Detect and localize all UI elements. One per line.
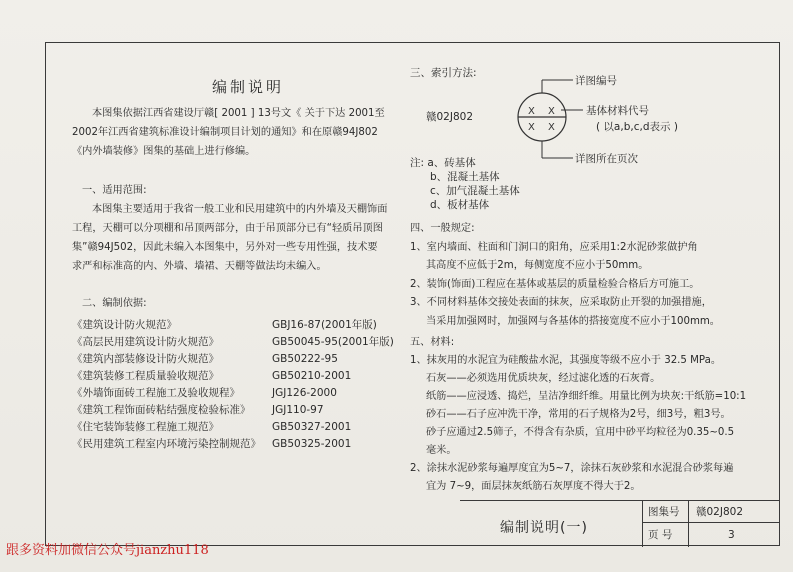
atlas-number-label: 图集号 — [648, 506, 680, 518]
rule-line: 1、室内墙面、柱面和门洞口的阳角，应采用1:2水泥砂浆做护角 — [410, 241, 698, 253]
material-line: 纸筋——应浸透、捣烂，呈洁净细纤维。用量比例为块灰:干纸筋=10:1 — [426, 391, 747, 402]
material-line: 砂石——石子应冲洗干净，常用的石子规格为2号，细3号，粗3号。 — [426, 409, 731, 420]
intro-line: 2002年江西省建筑标准设计编制项目计划的通知》和在原赣94J802 — [72, 127, 378, 138]
base-notes — [410, 156, 520, 212]
standard-name: 《建筑设计防火规范》 — [72, 319, 177, 331]
scope-line: 集”赣94J502，因此未编入本图集中，另外对一些专用性强，技术要 — [72, 242, 378, 253]
title-block-divider — [688, 501, 689, 547]
standard-name: 《建筑工程饰面砖粘结强度检验标准》 — [72, 404, 251, 416]
material-line: 1、抹灰用的水泥宜为硅酸盐水泥，其强度等级不应小于 32.5 MPa。 — [410, 355, 722, 366]
scope-line: 工程，天棚可以分项棚和吊顶两部分，由于吊顶部分已有“轻质吊顶图 — [72, 223, 383, 234]
note-item: d、板材基体 — [430, 199, 490, 211]
intro-paragraph — [72, 104, 390, 161]
index-mark-top-right: X — [548, 106, 555, 117]
scope-line: 本图集主要适用于我省一般工业和民用建筑中的内外墙及天棚饰面 — [92, 204, 388, 215]
standard-row — [72, 385, 387, 402]
standard-code: GB50325-2001 — [272, 438, 352, 450]
section-basis — [72, 294, 394, 453]
standard-code: JGJ126-2000 — [272, 387, 337, 399]
atlas-number-value: 赣02J802 — [696, 506, 743, 518]
rule-line: 当采用加强网时，加强网与各基体的搭接宽度不应小于100mm。 — [426, 315, 720, 327]
index-mark-bottom-right: X — [548, 122, 555, 133]
label-detail-page: 详图所在页次 — [575, 153, 638, 165]
section-heading: 三、索引方法: — [410, 67, 477, 79]
rule-line: 3、不同材料基体交接处表面的抹灰，应采取防止开裂的加强措施， — [410, 297, 712, 308]
title-block-name: 编制说明(一) — [500, 520, 588, 536]
standard-row — [72, 419, 387, 436]
index-mark-bottom-left: X — [528, 122, 535, 133]
standard-row — [72, 402, 387, 419]
standard-name: 《住宅装饰装修工程施工规范》 — [72, 421, 219, 433]
standard-code: GB50045-95(2001年版) — [272, 336, 394, 348]
standard-code: GB50210-2001 — [272, 370, 352, 382]
note-item: b、混凝土基体 — [430, 171, 500, 183]
section-materials — [410, 334, 772, 496]
standard-name: 《高层民用建筑设计防火规范》 — [72, 336, 219, 348]
standard-name: 《外墙饰面砖工程施工及验收规程》 — [72, 387, 240, 399]
standard-code: JGJ110-97 — [272, 404, 324, 416]
title-block-divider — [642, 501, 643, 547]
standard-code: GBJ16-87(2001年版) — [272, 319, 377, 331]
title-block-divider — [642, 522, 780, 523]
material-line: 2、涂抹水泥砂浆每遍厚度宜为5~7，涂抹石灰砂浆和水泥混合砂浆每遍 — [410, 463, 734, 474]
section-scope — [72, 181, 392, 276]
section-general-rules — [410, 220, 770, 331]
rule-line: 其高度不应低于2m，每侧宽度不应小于50mm。 — [426, 260, 649, 271]
section-heading: 五、材料: — [410, 337, 455, 348]
label-material-codes: ( 以a,b,c,d表示 ) — [596, 121, 678, 133]
rule-line: 2、装饰(饰面)工程应在基体或基层的质量检验合格后方可施工。 — [410, 278, 700, 290]
standard-row — [72, 334, 394, 351]
material-line: 砂子应通过2.5筛子，不得含有杂质，宜用中砂平均粒径为0.35~0.5 — [426, 427, 735, 438]
standard-code: GB50222-95 — [272, 353, 338, 365]
scope-line: 求严和标准高的内、外墙、墙裙、天棚等做法均未编入。 — [72, 261, 327, 272]
page-title: 编制说明 — [212, 78, 285, 96]
material-line: 宜为 7~9，面层抹灰纸筋石灰厚度不得大于2。 — [426, 481, 641, 492]
standard-row — [72, 436, 387, 453]
note-heading: 注: a、砖基体 — [410, 157, 476, 169]
standard-name: 《建筑装修工程质量验收规范》 — [72, 370, 219, 382]
standard-row — [72, 351, 387, 368]
standard-name: 《建筑内部装修设计防火规范》 — [72, 353, 219, 365]
material-line: 毫米。 — [426, 445, 457, 456]
section-heading: 二、编制依据: — [82, 298, 147, 309]
section-heading: 一、适用范围: — [82, 185, 147, 196]
material-line: 石灰——必须选用优质块灰，经过滤化透的石灰膏。 — [426, 373, 661, 384]
note-item: c、加气混凝土基体 — [430, 185, 520, 197]
standard-row — [72, 368, 387, 385]
intro-line: 《内外墙装修》图集的基础上进行修编。 — [72, 146, 256, 157]
label-base-material: 基体材料代号 — [586, 105, 649, 117]
standard-code: GB50327-2001 — [272, 421, 352, 433]
index-atlas-code: 赣02J802 — [426, 111, 473, 123]
standard-row — [72, 317, 387, 334]
intro-line: 本图集依据江西省建设厅赣[ 2001 ] 13号文《 关于下达 2001至 — [92, 108, 385, 119]
standard-name: 《民用建筑工程室内环境污染控制规范》 — [72, 438, 261, 450]
watermark-text: 跟多资料加微信公众号jianzhu118 — [6, 543, 209, 558]
section-heading: 四、一般规定: — [410, 223, 475, 234]
page-number-value: 3 — [728, 529, 735, 541]
page-number-label: 页 号 — [648, 529, 673, 541]
index-mark-top-left: X — [528, 106, 535, 117]
title-block — [460, 500, 780, 547]
label-detail-number: 详图编号 — [575, 75, 617, 87]
